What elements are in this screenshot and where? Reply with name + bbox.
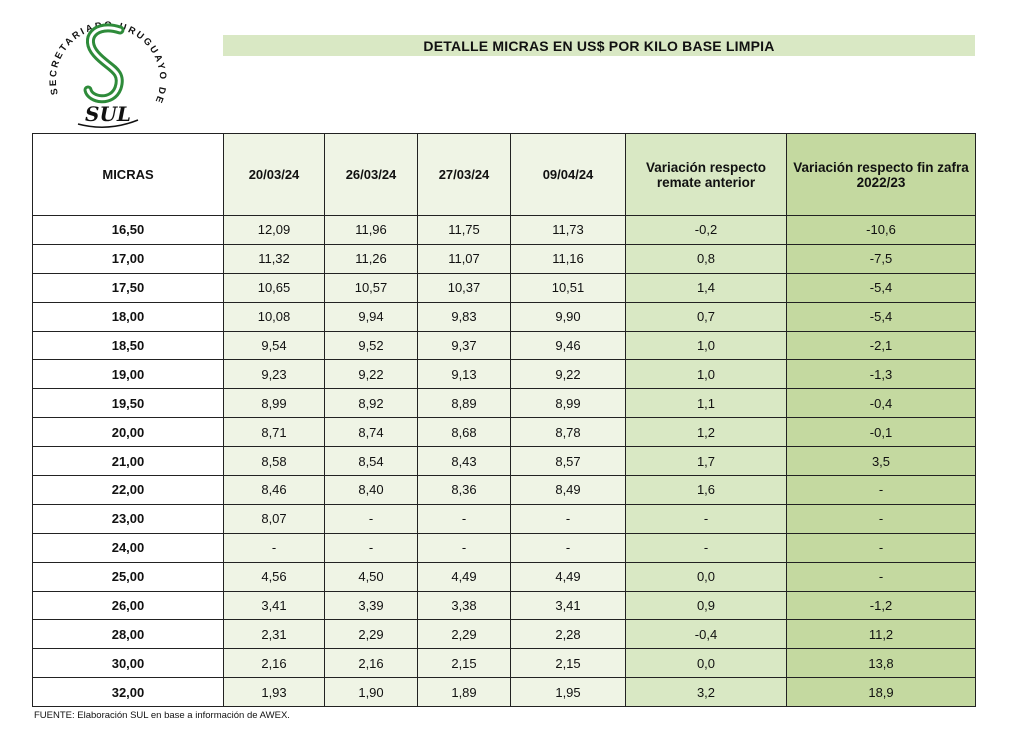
- cell-date-2: -: [325, 533, 418, 562]
- cell-variation-previous: 1,7: [626, 447, 787, 476]
- cell-date-3: 9,13: [418, 360, 511, 389]
- cell-variation-season: -5,4: [787, 273, 976, 302]
- cell-date-1: 1,93: [224, 678, 325, 707]
- table-row: [33, 504, 976, 533]
- cell-variation-previous: 1,0: [626, 331, 787, 360]
- sul-logo-icon: [38, 8, 178, 132]
- cell-variation-season: -: [787, 533, 976, 562]
- cell-variation-season: -5,4: [787, 302, 976, 331]
- cell-date-3: 2,29: [418, 620, 511, 649]
- cell-date-3: 9,37: [418, 331, 511, 360]
- cell-date-2: 8,40: [325, 476, 418, 505]
- table-row: [33, 244, 976, 273]
- cell-date-3: 8,68: [418, 418, 511, 447]
- cell-date-2: 11,96: [325, 216, 418, 245]
- cell-micras: 30,00: [33, 649, 224, 678]
- cell-date-1: 4,56: [224, 562, 325, 591]
- cell-micras: 22,00: [33, 476, 224, 505]
- cell-variation-previous: 0,8: [626, 244, 787, 273]
- cell-micras: 20,00: [33, 418, 224, 447]
- table-row: [33, 649, 976, 678]
- logo-arc-text: SECRETARIADO URUGUAYO DE: [47, 19, 169, 107]
- cell-date-2: 10,57: [325, 273, 418, 302]
- header-date-2: 26/03/24: [325, 134, 418, 216]
- cell-date-3: 8,36: [418, 476, 511, 505]
- cell-micras: 18,50: [33, 331, 224, 360]
- cell-date-4: 8,49: [511, 476, 626, 505]
- cell-date-3: 8,89: [418, 389, 511, 418]
- cell-date-4: 4,49: [511, 562, 626, 591]
- table-row: [33, 562, 976, 591]
- cell-variation-previous: 1,1: [626, 389, 787, 418]
- cell-date-1: 9,23: [224, 360, 325, 389]
- cell-variation-previous: 1,4: [626, 273, 787, 302]
- cell-date-2: 9,52: [325, 331, 418, 360]
- cell-variation-season: 18,9: [787, 678, 976, 707]
- cell-date-4: -: [511, 504, 626, 533]
- cell-micras: 21,00: [33, 447, 224, 476]
- cell-variation-season: -2,1: [787, 331, 976, 360]
- cell-date-4: -: [511, 533, 626, 562]
- cell-variation-season: 13,8: [787, 649, 976, 678]
- cell-date-3: 10,37: [418, 273, 511, 302]
- cell-variation-previous: 0,0: [626, 649, 787, 678]
- cell-date-3: 8,43: [418, 447, 511, 476]
- cell-date-2: -: [325, 504, 418, 533]
- cell-micras: 24,00: [33, 533, 224, 562]
- table-row: [33, 418, 976, 447]
- logo-word: SUL: [85, 102, 131, 126]
- cell-date-1: 8,99: [224, 389, 325, 418]
- cell-date-2: 2,29: [325, 620, 418, 649]
- cell-date-3: 1,89: [418, 678, 511, 707]
- cell-variation-previous: 0,9: [626, 591, 787, 620]
- cell-date-4: 8,78: [511, 418, 626, 447]
- cell-date-2: 4,50: [325, 562, 418, 591]
- table-row: [33, 591, 976, 620]
- cell-variation-season: 11,2: [787, 620, 976, 649]
- cell-date-4: 2,28: [511, 620, 626, 649]
- cell-micras: 25,00: [33, 562, 224, 591]
- header-variation-season: Variación respecto fin zafra 2022/23: [787, 134, 976, 216]
- header-date-4: 09/04/24: [511, 134, 626, 216]
- cell-date-1: 10,08: [224, 302, 325, 331]
- cell-micras: 26,00: [33, 591, 224, 620]
- cell-micras: 17,50: [33, 273, 224, 302]
- cell-date-2: 1,90: [325, 678, 418, 707]
- cell-variation-previous: 3,2: [626, 678, 787, 707]
- cell-date-1: 10,65: [224, 273, 325, 302]
- cell-variation-previous: -: [626, 504, 787, 533]
- cell-variation-previous: 1,2: [626, 418, 787, 447]
- cell-variation-season: -7,5: [787, 244, 976, 273]
- cell-micras: 16,50: [33, 216, 224, 245]
- cell-date-1: 8,58: [224, 447, 325, 476]
- cell-date-3: 3,38: [418, 591, 511, 620]
- table-row: [33, 360, 976, 389]
- cell-variation-previous: -: [626, 533, 787, 562]
- cell-date-3: -: [418, 533, 511, 562]
- table-header-row: [33, 134, 976, 216]
- cell-date-1: 8,46: [224, 476, 325, 505]
- micras-table: [32, 133, 976, 707]
- cell-date-4: 8,57: [511, 447, 626, 476]
- cell-variation-season: -0,4: [787, 389, 976, 418]
- cell-variation-season: -: [787, 476, 976, 505]
- cell-variation-previous: -0,2: [626, 216, 787, 245]
- table-row: [33, 476, 976, 505]
- cell-date-2: 8,92: [325, 389, 418, 418]
- cell-date-4: 1,95: [511, 678, 626, 707]
- cell-date-1: 8,71: [224, 418, 325, 447]
- table-row: [33, 216, 976, 245]
- cell-date-2: 9,94: [325, 302, 418, 331]
- table-row: [33, 302, 976, 331]
- cell-micras: 19,50: [33, 389, 224, 418]
- cell-date-1: -: [224, 533, 325, 562]
- cell-date-2: 2,16: [325, 649, 418, 678]
- cell-variation-previous: -0,4: [626, 620, 787, 649]
- cell-variation-previous: 0,7: [626, 302, 787, 331]
- cell-date-1: 2,16: [224, 649, 325, 678]
- page-title: DETALLE MICRAS EN US$ POR KILO BASE LIMPIA: [223, 35, 975, 56]
- cell-date-4: 8,99: [511, 389, 626, 418]
- cell-date-1: 12,09: [224, 216, 325, 245]
- cell-date-3: 2,15: [418, 649, 511, 678]
- cell-date-4: 3,41: [511, 591, 626, 620]
- cell-variation-season: -10,6: [787, 216, 976, 245]
- cell-date-2: 9,22: [325, 360, 418, 389]
- header-date-1: 20/03/24: [224, 134, 325, 216]
- cell-variation-season: -: [787, 562, 976, 591]
- cell-date-4: 2,15: [511, 649, 626, 678]
- cell-micras: 17,00: [33, 244, 224, 273]
- cell-date-2: 11,26: [325, 244, 418, 273]
- cell-variation-season: -: [787, 504, 976, 533]
- cell-date-1: 8,07: [224, 504, 325, 533]
- table-row: [33, 533, 976, 562]
- cell-date-4: 11,73: [511, 216, 626, 245]
- header-micras: MICRAS: [33, 134, 224, 216]
- cell-date-1: 3,41: [224, 591, 325, 620]
- cell-date-4: 11,16: [511, 244, 626, 273]
- cell-variation-season: -1,3: [787, 360, 976, 389]
- table-row: [33, 678, 976, 707]
- sul-logo: [38, 8, 178, 132]
- cell-date-2: 8,54: [325, 447, 418, 476]
- cell-date-3: 9,83: [418, 302, 511, 331]
- cell-date-2: 8,74: [325, 418, 418, 447]
- cell-date-4: 9,90: [511, 302, 626, 331]
- header-date-3: 27/03/24: [418, 134, 511, 216]
- cell-micras: 28,00: [33, 620, 224, 649]
- table-row: [33, 620, 976, 649]
- cell-date-3: 11,07: [418, 244, 511, 273]
- cell-variation-previous: 1,6: [626, 476, 787, 505]
- cell-micras: 18,00: [33, 302, 224, 331]
- cell-variation-season: 3,5: [787, 447, 976, 476]
- cell-micras: 32,00: [33, 678, 224, 707]
- cell-date-3: 4,49: [418, 562, 511, 591]
- cell-micras: 23,00: [33, 504, 224, 533]
- table-row: [33, 273, 976, 302]
- cell-date-3: 11,75: [418, 216, 511, 245]
- cell-micras: 19,00: [33, 360, 224, 389]
- cell-date-1: 2,31: [224, 620, 325, 649]
- source-footnote: FUENTE: Elaboración SUL en base a información de AWEX.: [34, 710, 290, 721]
- cell-variation-season: -1,2: [787, 591, 976, 620]
- cell-date-3: -: [418, 504, 511, 533]
- cell-date-4: 10,51: [511, 273, 626, 302]
- cell-variation-season: -0,1: [787, 418, 976, 447]
- cell-variation-previous: 0,0: [626, 562, 787, 591]
- header-variation-previous: Variación respecto remate anterior: [626, 134, 787, 216]
- cell-date-2: 3,39: [325, 591, 418, 620]
- cell-variation-previous: 1,0: [626, 360, 787, 389]
- cell-date-1: 11,32: [224, 244, 325, 273]
- table-row: [33, 447, 976, 476]
- table-row: [33, 389, 976, 418]
- table-row: [33, 331, 976, 360]
- cell-date-1: 9,54: [224, 331, 325, 360]
- cell-date-4: 9,22: [511, 360, 626, 389]
- cell-date-4: 9,46: [511, 331, 626, 360]
